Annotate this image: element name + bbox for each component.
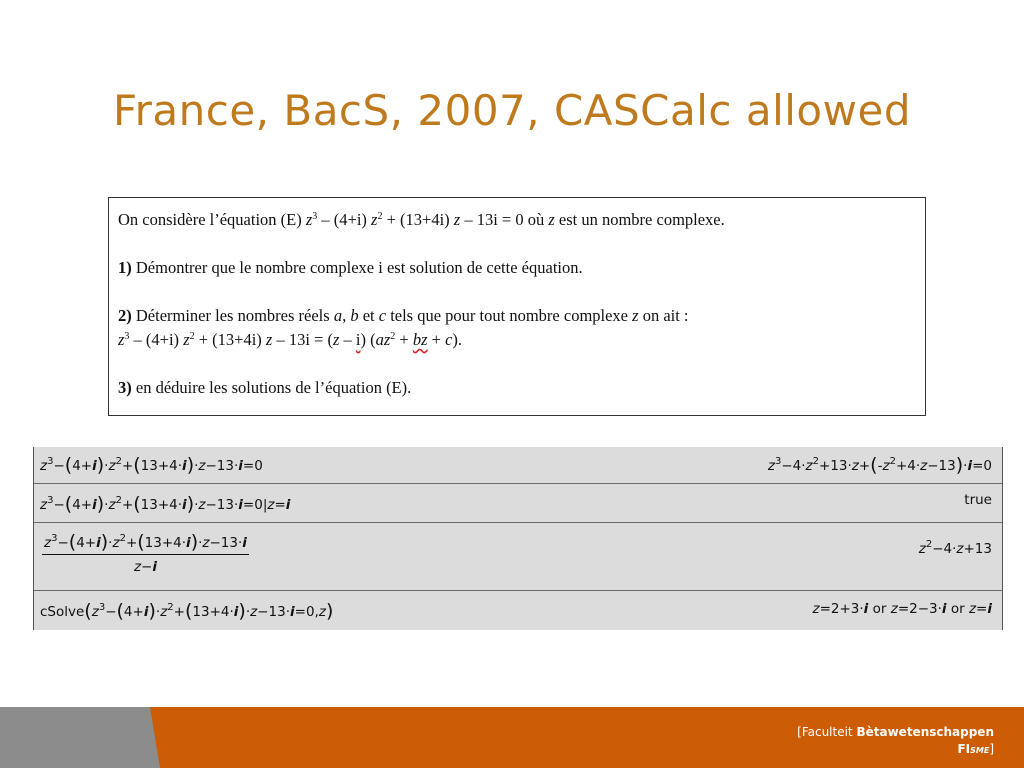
- cas-input-2: $z^3-(4+i)\cdot z^2+(13+4\cdot i)\cdot z-13\cdot i=0|z=i$: [40, 493, 291, 515]
- cas-row-1: [34, 447, 1002, 484]
- question-2: 2) Déterminer les nombres réels a, b et c tels que pour tout nombre complexe z on ait :: [118, 306, 689, 325]
- cas-output-3: $z^2-4\cdot z+13$: [918, 539, 992, 557]
- footer-grey-band: [0, 707, 160, 768]
- question-2-equation: $z^3 - (4+i) z^2 + (13+4i)$ z – 13i = (z – i) ($az^2$ + bz + c).: [118, 330, 463, 349]
- problem-statement: [108, 197, 926, 416]
- cas-input-3: $\frac{z^3-(4+i)\cdot z^2+(13+4\cdot i)\cdot z-13\cdot i}{z-i}$: [44, 531, 247, 575]
- slide-title: France, BacS, 2007, CASCalc allowed: [113, 86, 911, 135]
- faculty-logo-text: [Faculteit Bètawetenschappen FISME]: [797, 725, 994, 756]
- cas-row-3: [34, 523, 1002, 591]
- problem-intro: On considère l’équation (E) $z^3 - (4+i) z^2 + (13+4i)$ z – 13i = 0 où z est un nombre complexe.: [118, 210, 725, 229]
- cas-input-1: $z^3-(4+i)\cdot z^2+(13+4\cdot i)\cdot z-13\cdot i=0$: [40, 454, 263, 476]
- cas-output-4: z=2+3·i or z=2−3·i or z=i: [812, 601, 992, 617]
- cas-output-1: $z^3-4\cdot z^2+13\cdot z+(-z^2+4\cdot z-13)\cdot i=0$: [767, 454, 992, 476]
- cas-input-4: $cSolve(z^3-(4+i)\cdot z^2+(13+4\cdot i)\cdot z-13\cdot i=0,z)$: [40, 600, 334, 622]
- cas-row-2: [34, 484, 1002, 523]
- cas-calculator-output: [33, 447, 1003, 630]
- cas-output-2: true: [964, 492, 992, 508]
- cas-row-4: [34, 591, 1002, 630]
- question-1: 1) Démontrer que le nombre complexe i est solution de cette équation.: [118, 258, 583, 277]
- question-3: 3) en déduire les solutions de l’équation (E).: [118, 378, 412, 397]
